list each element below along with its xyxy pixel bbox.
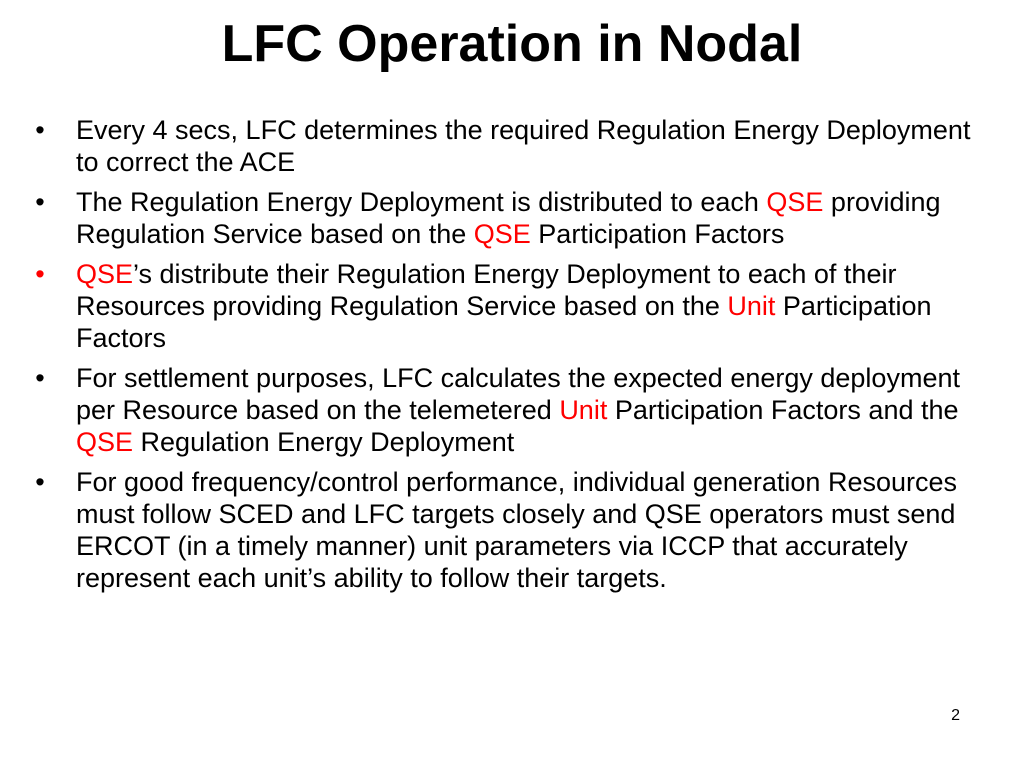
highlighted-term: QSE <box>76 427 134 457</box>
bullet-point-icon: • <box>35 187 45 217</box>
slide-title: LFC Operation in Nodal <box>221 15 803 73</box>
page-number: 2 <box>951 707 960 724</box>
bullet-list <box>30 114 990 602</box>
text-segment: Regulation Energy Deployment <box>133 427 515 457</box>
text-segment: providing Regulation Service based on the <box>76 187 941 249</box>
bullet-item <box>30 186 990 250</box>
highlighted-term: Unit <box>559 395 608 425</box>
bullet-item <box>30 258 990 354</box>
text-segment: ’s distribute their Regulation Energy Deployment to each of their Resources providing Regulation Service based on the <box>76 259 897 321</box>
bullet-text <box>76 259 932 353</box>
bullet-item <box>30 362 990 458</box>
bullet-item <box>30 114 990 178</box>
text-segment: For settlement purposes, LFC calculates the expected energy deployment per Resource based on the telemetered <box>76 363 960 425</box>
bullet-point-icon: • <box>35 115 45 145</box>
bullet-text <box>76 115 970 177</box>
bullet-point-icon: • <box>35 363 45 393</box>
bullet-text <box>76 363 960 457</box>
text-segment: For good frequency/control performance, individual generation Resources must follow SCED and LFC targets closely and QSE operators must send ERCOT (in a timely manner) unit parameters via ICCP that accurately represent each unit’s ability to follow their targets. <box>76 467 957 593</box>
highlighted-term: QSE <box>76 259 134 289</box>
bullet-point-icon: • <box>35 467 45 497</box>
highlighted-term: QSE <box>766 187 824 217</box>
text-segment: Participation Factors <box>76 291 932 353</box>
text-segment: Participation Factors <box>530 219 785 249</box>
text-segment: Participation Factors and the <box>607 395 959 425</box>
highlighted-term: Unit <box>727 291 776 321</box>
bullet-item <box>30 466 990 594</box>
bullet-point-icon: • <box>35 259 45 289</box>
bullet-text <box>76 467 957 593</box>
text-segment: The Regulation Energy Deployment is distributed to each <box>76 187 767 217</box>
bullet-text <box>76 187 941 249</box>
highlighted-term: QSE <box>473 219 531 249</box>
text-segment: Every 4 secs, LFC determines the required Regulation Energy Deployment to correct the ACE <box>76 115 971 177</box>
